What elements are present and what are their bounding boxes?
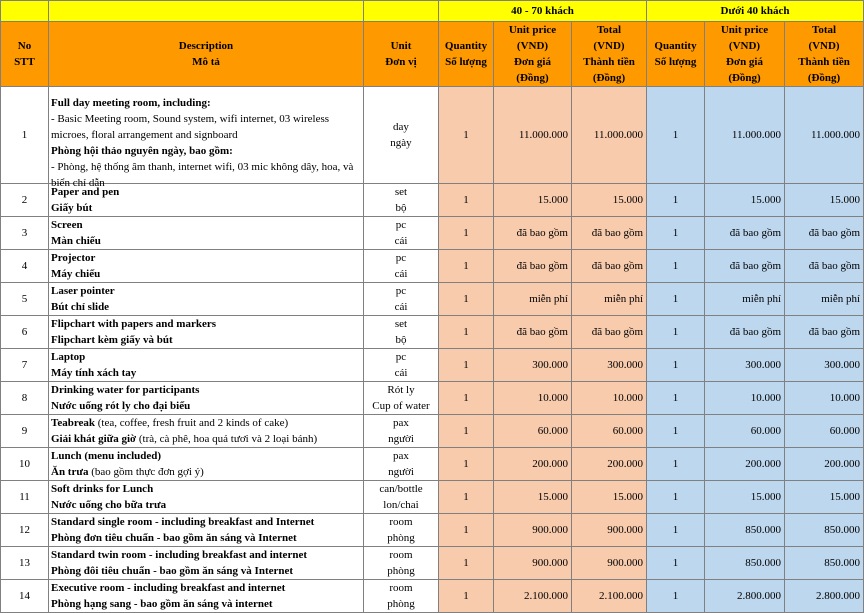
item-name-en: Laptop [51, 351, 86, 363]
unit-price-a: 900.000 [494, 514, 572, 547]
col-header-description: Description Mô tả [49, 22, 364, 87]
item-name-en: Lunch (menu included) [51, 450, 162, 462]
item-name-vn: Phòng hội thảo nguyên ngày, bao gồm: [51, 145, 233, 157]
unit-price-a: 15.000 [494, 184, 572, 217]
row-number: 1 [1, 87, 49, 184]
quantity-b: 1 [647, 217, 705, 250]
item-name-vn: Màn chiếu [51, 235, 101, 247]
table-row [1, 580, 864, 613]
quantity-b: 1 [647, 415, 705, 448]
unit-price-a: 60.000 [494, 415, 572, 448]
table-row [1, 87, 864, 184]
total-b: 15.000 [785, 184, 864, 217]
item-detail-en: - Basic Meeting room, Sound system, wifi internet, 03 wireless microes, floral arrangement and signboard [51, 113, 330, 141]
quantity-b: 1 [647, 448, 705, 481]
unit-price-a: miễn phí [494, 283, 572, 316]
unit-price-b: đã bao gồm [705, 316, 785, 349]
quantity-a: 1 [439, 316, 494, 349]
item-name-vn: Máy tính xách tay [51, 367, 137, 379]
row-unit: pc cái [364, 250, 439, 283]
row-description [49, 415, 364, 448]
unit-price-a: đã bao gồm [494, 217, 572, 250]
row-description [49, 481, 364, 514]
item-name-en: Laser pointer [51, 285, 115, 297]
row-unit: Rót ly Cup of water [364, 382, 439, 415]
total-a: 10.000 [572, 382, 647, 415]
quantity-b: 1 [647, 184, 705, 217]
row-description [49, 382, 364, 415]
item-name-vn: Bút chỉ slide [51, 301, 110, 313]
unit-price-a: đã bao gồm [494, 316, 572, 349]
unit-price-a: 11.000.000 [494, 87, 572, 184]
unit-price-a: 2.100.000 [494, 580, 572, 613]
quantity-a: 1 [439, 415, 494, 448]
row-number: 13 [1, 547, 49, 580]
total-b: 10.000 [785, 382, 864, 415]
row-unit: can/bottle lon/chai [364, 481, 439, 514]
item-name-en: Paper and pen [51, 186, 120, 198]
unit-price-a: đã bao gồm [494, 250, 572, 283]
total-b: 300.000 [785, 349, 864, 382]
table-row [1, 514, 864, 547]
quantity-a: 1 [439, 382, 494, 415]
row-unit: day ngày [364, 87, 439, 184]
unit-price-b: 850.000 [705, 514, 785, 547]
item-name-vn: Giải khát giữa giờ [51, 433, 137, 445]
total-a: 15.000 [572, 184, 647, 217]
quantity-a: 1 [439, 448, 494, 481]
unit-price-b: 15.000 [705, 481, 785, 514]
table-body [1, 87, 864, 613]
unit-price-b: 850.000 [705, 547, 785, 580]
quantity-a: 1 [439, 514, 494, 547]
total-a: 15.000 [572, 481, 647, 514]
row-description [49, 349, 364, 382]
quantity-a: 1 [439, 217, 494, 250]
row-description [49, 547, 364, 580]
row-description [49, 580, 364, 613]
total-b: 850.000 [785, 514, 864, 547]
col-header-quantity-a: Quantity Số lượng [439, 22, 494, 87]
quantity-b: 1 [647, 250, 705, 283]
row-number: 12 [1, 514, 49, 547]
row-number: 10 [1, 448, 49, 481]
total-a: 2.100.000 [572, 580, 647, 613]
quantity-b: 1 [647, 349, 705, 382]
col-header-unit: Unit Đơn vị [364, 22, 439, 87]
item-name-en: Full day meeting room, including: [51, 97, 211, 109]
quantity-b: 1 [647, 316, 705, 349]
table-row [1, 481, 864, 514]
unit-price-b: 2.800.000 [705, 580, 785, 613]
row-unit: pc cái [364, 217, 439, 250]
row-description [49, 87, 364, 189]
row-unit: pc cái [364, 283, 439, 316]
quantity-b: 1 [647, 283, 705, 316]
group-header-under-40: Dưới 40 khách [647, 1, 864, 22]
unit-price-b: 10.000 [705, 382, 785, 415]
total-b: miễn phí [785, 283, 864, 316]
total-a: 60.000 [572, 415, 647, 448]
item-name-en: Screen [51, 219, 83, 231]
row-unit: pc cái [364, 349, 439, 382]
quantity-b: 1 [647, 87, 705, 184]
total-a: đã bao gồm [572, 217, 647, 250]
col-header-unit-price-a: Unit price (VND) Đơn giá (Đồng) [494, 22, 572, 87]
item-name-en: Executive room - including breakfast and internet [51, 582, 286, 594]
row-number: 3 [1, 217, 49, 250]
row-number: 6 [1, 316, 49, 349]
item-name-en: Drinking water for participants [51, 384, 200, 396]
unit-price-a: 15.000 [494, 481, 572, 514]
unit-price-a: 300.000 [494, 349, 572, 382]
header-blank-1 [1, 1, 49, 22]
unit-price-b: 200.000 [705, 448, 785, 481]
item-note-en: (tea, coffee, fresh fruit and 2 kinds of cake) [95, 417, 289, 429]
row-unit: pax người [364, 448, 439, 481]
total-b: 60.000 [785, 415, 864, 448]
quantity-b: 1 [647, 382, 705, 415]
table-row [1, 415, 864, 448]
table-row [1, 349, 864, 382]
quantity-a: 1 [439, 349, 494, 382]
total-b: 850.000 [785, 547, 864, 580]
unit-price-b: đã bao gồm [705, 217, 785, 250]
item-name-en: Standard twin room - including breakfast and internet [51, 549, 307, 561]
quantity-b: 1 [647, 580, 705, 613]
item-name-en: Projector [51, 252, 96, 264]
item-name-vn: Phòng đơn tiêu chuẩn - bao gồm ăn sáng và Internet [51, 532, 297, 544]
unit-price-a: 900.000 [494, 547, 572, 580]
table-row [1, 184, 864, 217]
table-row [1, 217, 864, 250]
quantity-a: 1 [439, 250, 494, 283]
total-a: 900.000 [572, 514, 647, 547]
item-name-vn: Máy chiếu [51, 268, 101, 280]
row-description [49, 316, 364, 349]
col-header-total-a: Total (VND) Thành tiền (Đồng) [572, 22, 647, 87]
unit-price-a: 200.000 [494, 448, 572, 481]
table-row [1, 316, 864, 349]
item-note-vn: (trà, cà phê, hoa quả tươi và 2 loại bánh) [136, 433, 318, 445]
header-blank-3 [364, 1, 439, 22]
quantity-a: 1 [439, 184, 494, 217]
table-row [1, 547, 864, 580]
item-name-en: Flipchart with papers and markers [51, 318, 216, 330]
col-header-quantity-b: Quantity Số lượng [647, 22, 705, 87]
row-number: 4 [1, 250, 49, 283]
quantity-b: 1 [647, 547, 705, 580]
header-blank-2 [49, 1, 364, 22]
table-row [1, 250, 864, 283]
group-header-40-70: 40 - 70 khách [439, 1, 647, 22]
row-description [49, 184, 364, 217]
row-description [49, 250, 364, 283]
row-number: 7 [1, 349, 49, 382]
item-name-vn: Ăn trưa [51, 466, 89, 478]
row-unit: pax người [364, 415, 439, 448]
total-a: miễn phí [572, 283, 647, 316]
row-unit: room phòng [364, 514, 439, 547]
total-b: đã bao gồm [785, 250, 864, 283]
row-number: 11 [1, 481, 49, 514]
row-number: 8 [1, 382, 49, 415]
item-name-en: Standard single room - including breakfast and Internet [51, 516, 315, 528]
total-a: 900.000 [572, 547, 647, 580]
row-description [49, 448, 364, 481]
quantity-a: 1 [439, 481, 494, 514]
unit-price-b: 300.000 [705, 349, 785, 382]
quantity-a: 1 [439, 547, 494, 580]
item-name-en: Teabreak [51, 417, 96, 429]
total-a: đã bao gồm [572, 250, 647, 283]
quantity-b: 1 [647, 481, 705, 514]
row-number: 14 [1, 580, 49, 613]
row-number: 2 [1, 184, 49, 217]
total-a: đã bao gồm [572, 316, 647, 349]
row-unit: set bộ [364, 184, 439, 217]
item-name-vn: Giấy bút [51, 202, 93, 214]
row-unit: set bộ [364, 316, 439, 349]
item-detail-vn: - Phòng, hệ thống âm thanh, internet wifi, 03 mic không dây, hoa, và biển chỉ dẫn [51, 161, 354, 189]
quantity-a: 1 [439, 580, 494, 613]
unit-price-b: miễn phí [705, 283, 785, 316]
quantity-a: 1 [439, 283, 494, 316]
unit-price-b: 60.000 [705, 415, 785, 448]
item-name-vn: Phòng đôi tiêu chuẩn - bao gồm ăn sáng và Internet [51, 565, 294, 577]
item-name-vn: Nước uống rót ly cho đại biểu [51, 400, 191, 412]
unit-price-a: 10.000 [494, 382, 572, 415]
unit-price-b: 15.000 [705, 184, 785, 217]
total-b: đã bao gồm [785, 316, 864, 349]
total-b: 15.000 [785, 481, 864, 514]
total-b: đã bao gồm [785, 217, 864, 250]
item-name-vn: Nước uống cho bữa trưa [51, 499, 167, 511]
table-row [1, 448, 864, 481]
item-name-vn: Phòng hạng sang - bao gồm ăn sáng và internet [51, 598, 273, 610]
item-note-vn: (bao gồm thực đơn gợi ý) [88, 466, 204, 478]
total-b: 2.800.000 [785, 580, 864, 613]
item-name-vn: Flipchart kèm giấy và bút [51, 334, 173, 346]
total-b: 200.000 [785, 448, 864, 481]
col-header-total-b: Total (VND) Thành tiền (Đồng) [785, 22, 864, 87]
row-unit: room phòng [364, 580, 439, 613]
item-name-en: Soft drinks for Lunch [51, 483, 154, 495]
quantity-b: 1 [647, 514, 705, 547]
unit-price-b: 11.000.000 [705, 87, 785, 184]
row-description [49, 514, 364, 547]
unit-price-b: đã bao gồm [705, 250, 785, 283]
row-number: 9 [1, 415, 49, 448]
total-b: 11.000.000 [785, 87, 864, 184]
col-header-unit-price-b: Unit price (VND) Đơn giá (Đồng) [705, 22, 785, 87]
total-a: 11.000.000 [572, 87, 647, 184]
col-header-no: No STT [1, 22, 49, 87]
row-description [49, 217, 364, 250]
row-unit: room phòng [364, 547, 439, 580]
table-row [1, 382, 864, 415]
total-a: 300.000 [572, 349, 647, 382]
row-description [49, 283, 364, 316]
row-number: 5 [1, 283, 49, 316]
table-row [1, 283, 864, 316]
quantity-a: 1 [439, 87, 494, 184]
total-a: 200.000 [572, 448, 647, 481]
